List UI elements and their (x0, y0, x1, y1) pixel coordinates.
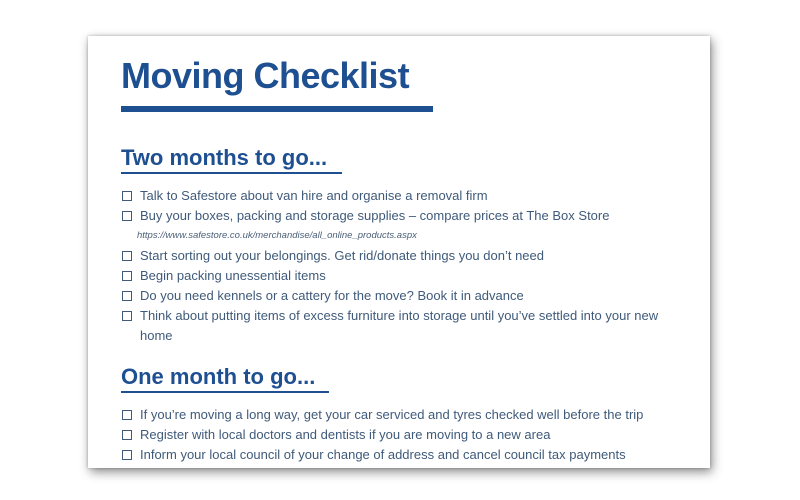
checklist-item-text: Register with local doctors and dentists if you are moving to a new area (140, 427, 551, 442)
checkbox[interactable] (122, 450, 132, 460)
section-underline-one-month (121, 391, 329, 393)
checklist-item (121, 286, 691, 306)
checkbox[interactable] (122, 311, 132, 321)
checklist-item (121, 206, 691, 246)
checklist-one-month (121, 405, 691, 465)
checkbox[interactable] (122, 291, 132, 301)
checklist-item-text: If you’re moving a long way, get your car serviced and tyres checked well before the trip (140, 407, 644, 422)
section-underline-two-months (121, 172, 342, 174)
section-heading-one-month: One month to go... (121, 364, 316, 389)
checklist-item (121, 445, 691, 465)
checklist-item-text: Talk to Safestore about van hire and organise a removal firm (140, 188, 488, 203)
title-underline (121, 106, 433, 112)
checklist-item (121, 405, 691, 425)
checklist-item-text: Inform your local council of your change of address and cancel council tax payments (140, 447, 626, 462)
checkbox[interactable] (122, 430, 132, 440)
checklist-item-text: Begin packing unessential items (140, 268, 326, 283)
checklist-item (121, 266, 691, 286)
checklist-two-months (121, 186, 691, 346)
checklist-item-text: Start sorting out your belongings. Get rid/donate things you don’t need (140, 248, 544, 263)
checklist-item-text: Think about putting items of excess furniture into storage until you’ve settled into your new home (140, 308, 659, 343)
checklist-item-text: Do you need kennels or a cattery for the move? Book it in advance (140, 288, 524, 303)
checkbox[interactable] (122, 251, 132, 261)
checklist-page (88, 36, 710, 468)
checklist-item-text: Buy your boxes, packing and storage supplies – compare prices at The Box Store (140, 208, 610, 223)
section-heading-two-months: Two months to go... (121, 145, 328, 170)
checkbox[interactable] (122, 271, 132, 281)
checkbox[interactable] (122, 191, 132, 201)
checklist-item (121, 246, 691, 266)
checklist-item (121, 425, 691, 445)
box-store-link[interactable]: https://www.safestore.co.uk/merchandise/all_online_products.aspx (137, 230, 417, 241)
page-title: Moving Checklist (121, 55, 410, 96)
checkbox[interactable] (122, 211, 132, 221)
checklist-item (121, 306, 691, 346)
checklist-item (121, 186, 691, 206)
checkbox[interactable] (122, 410, 132, 420)
